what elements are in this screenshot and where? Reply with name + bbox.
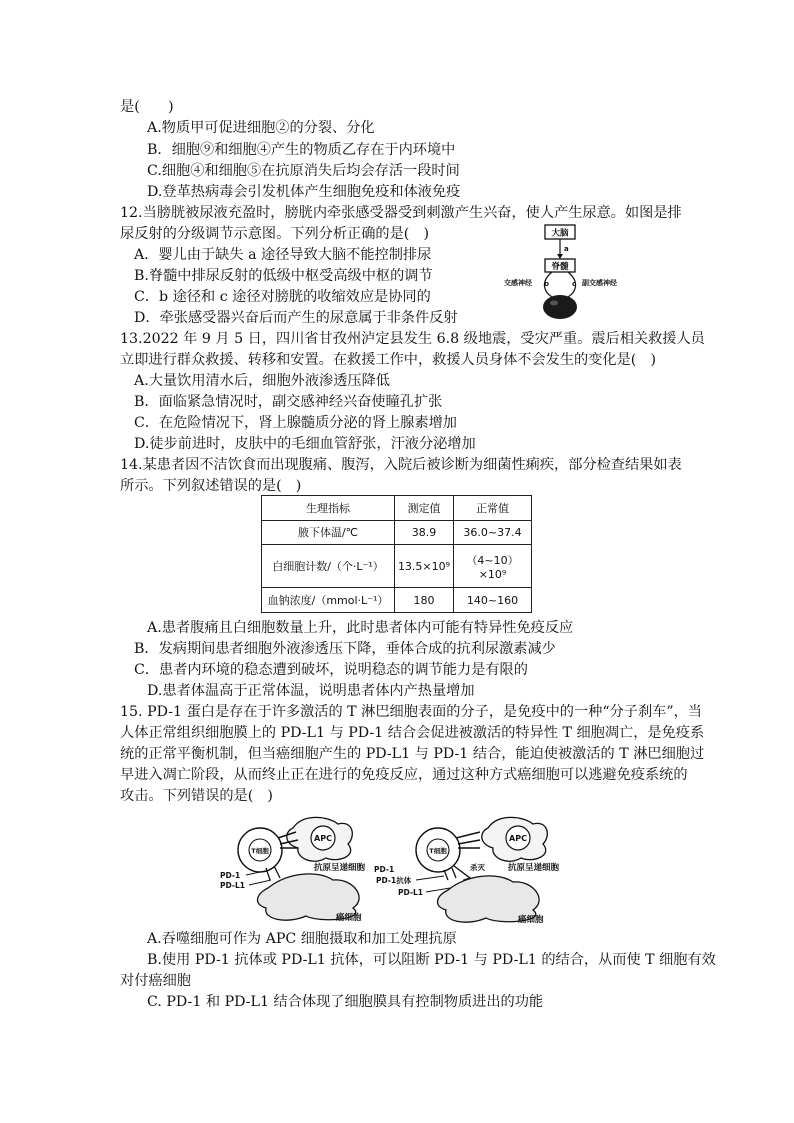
q13-option-a: A.大量饮用清水后，细胞外液渗透压降低 (134, 373, 390, 389)
table-header-cell: 正常值 (454, 496, 532, 521)
table-row (262, 588, 532, 613)
table-cell: 140~160 (454, 588, 532, 613)
q12-option-b: B.脊髓中排尿反射的低级中枢受高级中枢的调节 (134, 268, 433, 284)
q11-stem-tail: 是( ) (120, 99, 174, 115)
apc-label: APC (314, 834, 332, 843)
q14-option-b: B．发病期间患者细胞外液渗透压下降，垂体合成的抗利尿激素减少 (134, 641, 556, 657)
q11-option-c: C.细胞④和细胞⑤在抗原消失后均会存活一段时间 (147, 163, 460, 179)
t-cell-label: T细胞 (251, 847, 269, 855)
q13-option-d: D.徒步前进时，皮肤中的毛细血管舒张，汗液分泌增加 (134, 436, 476, 452)
q15-option-b: B.使用 PD-1 抗体或 PD-L1 抗体，可以阻断 PD-1 与 PD-L1 的结合，从而使 T 细胞有效 (147, 952, 716, 968)
table-row (262, 520, 532, 545)
q12-stem-line-1: 12.当膀胱被尿液充盈时，膀胱内牵张感受器受到刺激产生兴奋，使人产生尿意。如图是排 (120, 205, 682, 221)
left-panel (220, 817, 366, 923)
brain-label: 大脑 (551, 228, 569, 239)
q15-option-c: C. PD-1 和 PD-L1 结合体现了细胞膜具有控制物质进出的功能 (147, 994, 544, 1010)
q15-stem-line-4: 早进入凋亡阶段，从而终止正在进行的免疫反应，通过这种方式癌细胞可以逃避免疫系统的 (120, 767, 688, 783)
q13-option-b: B．面临紧急情况时，副交感神经兴奋使瞳孔扩张 (134, 394, 443, 410)
q15-stem-line-2: 人体正常组织细胞膜上的 PD-L1 与 PD-1 结合会促进被激活的特异性 T 细胞凋亡，是免疫系 (120, 725, 705, 741)
pd1-label: PD-1 (220, 871, 241, 880)
table-cell: 36.0~37.4 (454, 520, 532, 545)
cancer-label-right: 癌细胞 (518, 915, 544, 925)
q13-stem-line-1: 13.2022 年 9 月 5 日，四川省甘孜州泸定县发生 6.8 级地震，受灾严重。震后相关救援人员 (120, 331, 705, 347)
q15-option-b-continued: 对付癌细胞 (120, 973, 191, 989)
q15-stem-line-3: 统的正常平衡机制，但当癌细胞产生的 PD-L1 与 PD-1 结合，能迫使被激活的 T 淋巴细胞过 (120, 746, 705, 762)
q14-stem-line-2: 所示。下列叙述错误的是( ) (120, 478, 302, 494)
cancer-label: 癌细胞 (336, 913, 362, 923)
bladder-shape (543, 295, 577, 319)
pdl1-label-right: PD-L1 (398, 888, 423, 897)
q15-option-a: A.吞噬细胞可作为 APC 细胞摄取和加工处理抗原 (147, 931, 457, 947)
right-panel (374, 817, 560, 925)
q14-option-d: D.患者体温高于正常体温，说明患者体内产热量增加 (147, 683, 475, 699)
q12-stem-line-2: 尿反射的分级调节示意图。下列分析正确的是( ) (120, 226, 430, 242)
q12-option-d: D．牵张感受器兴奋后而产生的尿意属于非条件反射 (134, 310, 458, 326)
table-cell: 腋下体温/℃ (262, 520, 395, 545)
pd1-label-right: PD-1 (374, 865, 395, 874)
table-cell: 白细胞计数/（个·L⁻¹） (262, 545, 395, 588)
q15-stem-line-1: 15. PD-1 蛋白是存在于许多激活的 T 淋巴细胞表面的分子，是免疫中的一种“分子刹车”，当 (120, 704, 702, 720)
q11-option-b: B．细胞⑨和细胞④产生的物质乙存在于内环境中 (147, 142, 456, 158)
table-cell: （4~10）×10⁹ (454, 545, 532, 588)
q13-stem-line-2: 立即进行群众救援、转移和安置。在救援工作中，救援人员身体不会发生的变化是( ) (120, 352, 657, 368)
path-a-label: a (564, 245, 569, 253)
q12-reflex-diagram (502, 222, 630, 322)
table-header-row (262, 496, 532, 521)
q15-pd1-diagram (218, 808, 610, 926)
q14-option-a: A.患者腹痛且白细胞数量上升，此时患者体内可能有特异性免疫反应 (147, 620, 574, 636)
apc-label-right: APC (509, 834, 527, 843)
table-cell: 38.9 (395, 520, 454, 545)
table-header-cell: 测定值 (395, 496, 454, 521)
path-b-label: b (544, 280, 550, 288)
vitals-table (261, 495, 532, 613)
spinal-label: 脊髓 (551, 262, 569, 272)
t-cell-label-right: T细胞 (429, 847, 447, 855)
apc-name-label: 抗原呈递细胞 (314, 863, 366, 873)
table-header-cell: 生理指标 (262, 496, 395, 521)
table-cell: 13.5×10⁹ (395, 545, 454, 588)
q14-option-c: C．患者内环境的稳态遭到破坏，说明稳态的调节能力是有限的 (134, 662, 528, 678)
table-cell: 180 (395, 588, 454, 613)
table-row (262, 545, 532, 588)
sympathetic-label: 交感神经 (504, 279, 532, 287)
q11-option-a: A.物质甲可促进细胞②的分裂、分化 (147, 120, 375, 136)
q11-option-d: D.登革热病毒会引发机体产生细胞免疫和体液免疫 (147, 184, 461, 200)
q14-stem-line-1: 14.某患者因不洁饮食而出现腹痛、腹泻，入院后被诊断为细菌性痢疾，部分检查结果如表 (120, 457, 682, 473)
kill-label: 杀灭 (470, 863, 485, 872)
table-cell: 血钠浓度/（mmol·L⁻¹） (262, 588, 395, 613)
apc-name-label-right: 抗原呈递细胞 (508, 863, 560, 873)
q13-option-c: C．在危险情况下，肾上腺髓质分泌的肾上腺素增加 (134, 415, 457, 431)
q12-option-c: C．b 途径和 c 途径对膀胱的收缩效应是协同的 (134, 289, 431, 305)
pdl1-label: PD-L1 (220, 881, 245, 890)
path-c-label: c (572, 280, 577, 288)
antibody-label: PD-1抗体 (376, 876, 412, 885)
q12-option-a: A．婴儿由于缺失 a 途径导致大脑不能控制排尿 (134, 247, 432, 263)
q15-stem-line-5: 攻击。下列错误的是( ) (120, 788, 273, 804)
parasympathetic-label: 副交感神经 (582, 279, 617, 287)
